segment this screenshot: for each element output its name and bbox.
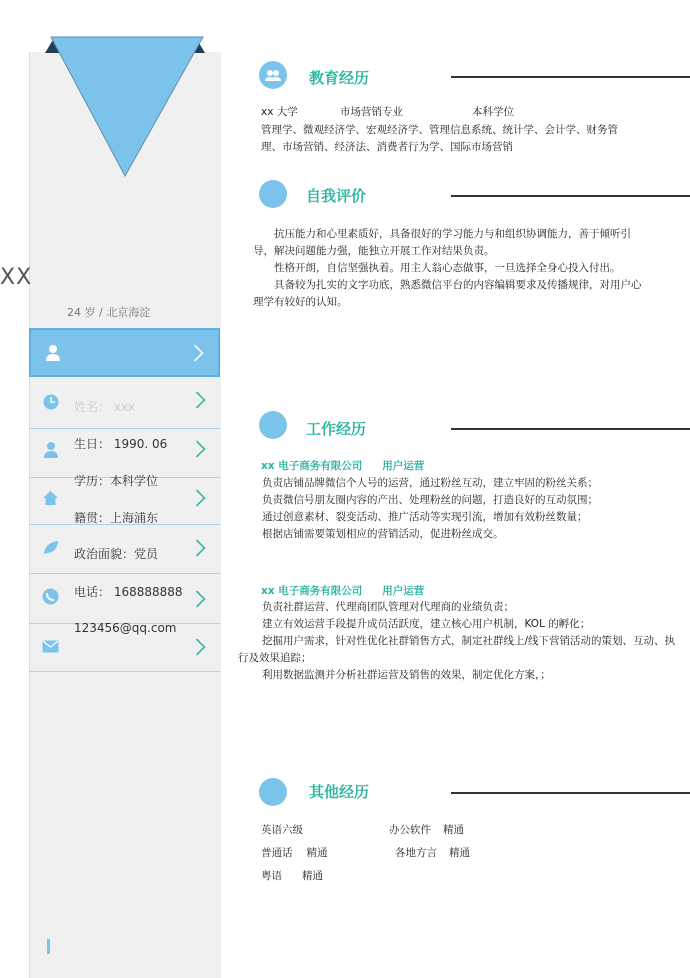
- job-header: [261, 458, 444, 473]
- job-role: 用户运营: [382, 585, 425, 597]
- job-line: 建立有效运营手段提升成员活跃度，建立核心用户机制，KOL 的孵化；: [262, 618, 591, 630]
- section-divider: [451, 195, 690, 197]
- other-item-level: 精通: [443, 824, 464, 836]
- job-line: 根据店铺需要策划相应的营销活动，促进粉丝成交。: [262, 528, 504, 540]
- chevron-right-icon: [189, 392, 206, 409]
- other-item: [261, 868, 323, 883]
- chevron-right-icon: [189, 490, 206, 507]
- leaf-icon: [42, 540, 59, 556]
- other-item: [261, 845, 328, 860]
- other-item-name: 办公软件: [389, 824, 431, 836]
- section-divider: [451, 792, 690, 794]
- chevron-right-icon: [189, 441, 206, 458]
- self-eval-title: 自我评价: [306, 187, 367, 205]
- other-item-name: 各地方言: [395, 847, 437, 859]
- work-title: 工作经历: [306, 420, 367, 438]
- education-school: xx 大学: [261, 106, 298, 118]
- chevron-right-icon: [189, 639, 206, 656]
- education-courses-cont: 理、市场营销、经济法、消费者行为学、国际市场营销: [261, 141, 513, 153]
- job-line: 负责社群运营、代理商团队管理对代理商的业绩负责；: [262, 601, 514, 613]
- sidebar-item-phone[interactable]: [29, 574, 220, 624]
- section-divider: [451, 76, 690, 78]
- candidate-name: XX: [0, 265, 33, 290]
- self-eval-paragraph: 具备较为扎实的文字功底，熟悉微信平台的内容编辑要求及传播规律，对用户心理学有较好的认知。: [253, 279, 642, 308]
- user-icon: [43, 441, 59, 459]
- email-label: 123456@qq.com: [74, 621, 177, 635]
- other-item-level: 精通: [302, 870, 323, 882]
- education-courses: 管理学、微观经济学、宏观经济学、管理信息系统、统计学、会计学、财务管: [261, 124, 618, 136]
- chevron-right-icon: [189, 540, 206, 557]
- other-item: [395, 845, 470, 860]
- chevron-right-icon: [187, 345, 204, 362]
- education-degree: 本科学位: [472, 106, 514, 118]
- job-description: [238, 599, 678, 684]
- sidebar-item-profile[interactable]: [29, 328, 220, 377]
- job-company: xx 电子商务有限公司: [261, 460, 363, 472]
- other-item-name: 英语六级: [261, 824, 303, 836]
- education-major: 市场营销专业: [340, 106, 403, 118]
- other-item: [261, 822, 303, 837]
- degree-label: 学历：本科学位: [74, 474, 159, 488]
- sidebar-bottom-mark: [47, 939, 50, 954]
- age-location: 24 岁 / 北京海淀: [67, 306, 151, 319]
- education-title: 教育经历: [309, 69, 370, 87]
- job-line: 负责店铺品牌微信个人号的运营，通过粉丝互动，建立牢固的粉丝关系；: [262, 477, 598, 489]
- phone-label: 电话： 168888888: [74, 585, 183, 599]
- origin-label: 籍贯：上海浦东: [74, 511, 159, 525]
- name-label: 姓名： xxx: [74, 400, 136, 414]
- sidebar-item-birthday[interactable]: [29, 429, 220, 478]
- home-icon: [42, 490, 59, 506]
- job-company: xx 电子商务有限公司: [261, 585, 363, 597]
- banner-triangle: [29, 35, 220, 180]
- sidebar-item-education-origin[interactable]: [29, 474, 220, 525]
- mail-icon: [42, 640, 59, 653]
- self-eval-paragraph: 抗压能力和心里素质好，具备很好的学习能力与和组织协调能力，善于倾听引导，解决问题能力强，能独立开展工作对结果负责。: [253, 228, 631, 257]
- sidebar-item-political[interactable]: [29, 524, 220, 574]
- other-item-level: 精通: [306, 847, 328, 859]
- birthday-label: 生日： 1990. 06: [74, 437, 168, 451]
- political-label: 政治面貌：党员: [74, 547, 159, 561]
- job-line: 利用数据监测并分析社群运营及销售的效果，制定优化方案，；: [262, 669, 551, 681]
- other-item-level: 精通: [449, 847, 470, 859]
- job-line: 通过创意素材、裂变活动、推广活动等实现引流，增加有效粉丝数量；: [262, 511, 588, 523]
- work-icon: [259, 411, 287, 439]
- job-role: 用户运营: [382, 460, 425, 472]
- other-item-name: 普通话: [261, 847, 293, 859]
- self-eval-icon: [259, 180, 287, 208]
- other-item-name: 粤语: [261, 870, 282, 882]
- person-icon: [44, 344, 62, 362]
- chevron-right-icon: [189, 591, 206, 608]
- sidebar-item-name[interactable]: [29, 380, 220, 429]
- job-line: 负责微信号朋友圈内容的产出、处理粉丝的问题，打造良好的互动氛围；: [262, 494, 598, 506]
- other-item: [389, 822, 464, 837]
- sidebar-item-email[interactable]: [29, 621, 220, 672]
- phone-icon: [42, 588, 59, 605]
- clock-icon: [43, 394, 59, 410]
- self-eval-body: [253, 226, 645, 311]
- job-header: [261, 583, 444, 598]
- job-description: [262, 475, 598, 543]
- other-title: 其他经历: [309, 783, 370, 801]
- self-eval-paragraph: 性格开朗，自信坚强执着。用主人翁心态做事，一旦选择全身心投入付出。: [274, 262, 621, 274]
- education-icon: [259, 61, 287, 89]
- section-divider: [451, 428, 690, 430]
- job-line: 挖掘用户需求，针对性优化社群销售方式，制定社群线上/线下营销活动的策划、互动、执行及效果追踪；: [238, 635, 676, 664]
- other-icon: [259, 778, 287, 806]
